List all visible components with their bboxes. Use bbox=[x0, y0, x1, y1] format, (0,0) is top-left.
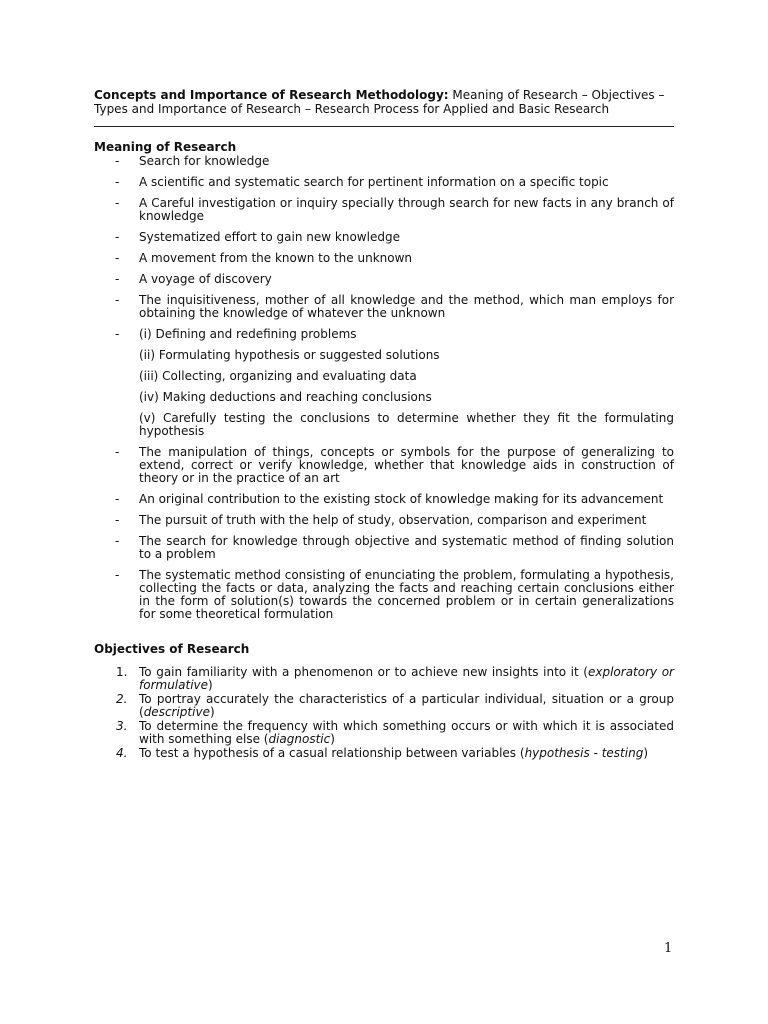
step-item: (i) Defining and redefining problems bbox=[139, 327, 357, 341]
header-title: Concepts and Importance of Research Methodology: bbox=[94, 88, 449, 102]
list-item-steps: - (i) Defining and redefining problems (ii) Formulating hypothesis or suggested solutions (iii) Collecting, organizing and evaluating data (iv) Making deductions and reaching conclusions (v) Carefully testing the conclusions to determine whether they fit the formulating hypothesis bbox=[115, 327, 674, 438]
objectives-section-title: Objectives of Research bbox=[94, 642, 250, 656]
step-item: (iv) Making deductions and reaching conclusions bbox=[139, 390, 432, 404]
meaning-list bbox=[94, 155, 674, 621]
objectives-list bbox=[94, 666, 674, 760]
header-subtitle: Meaning of Research – Objectives – Types and Importance of Research – Research Process for Applied and Basic Research bbox=[94, 88, 665, 116]
meaning-section-title: Meaning of Research bbox=[94, 140, 237, 154]
objective-item: 1. To gain familiarity with a phenomenon or to achieve new insights into it (exploratory or formulative) bbox=[116, 665, 674, 692]
objective-item: 4. To test a hypothesis of a casual relationship between variables (hypothesis - testing) bbox=[116, 746, 649, 760]
list-item: - A Careful investigation or inquiry specially through search for new facts in any branch of knowledge bbox=[115, 196, 674, 223]
step-item: (iii) Collecting, organizing and evaluating data bbox=[139, 369, 417, 383]
page-number: 1 bbox=[664, 941, 673, 956]
list-item: - Systematized effort to gain new knowledge bbox=[115, 230, 400, 244]
step-item: (v) Carefully testing the conclusions to determine whether they fit the formulating hypothesis bbox=[139, 411, 674, 438]
step-item: (ii) Formulating hypothesis or suggested solutions bbox=[139, 348, 440, 362]
header-divider bbox=[94, 126, 674, 127]
list-item: - The manipulation of things, concepts or symbols for the purpose of generalizing to extend, correct or verify knowledge, whether that knowledge aids in construction of theory or in the practice of an art bbox=[115, 445, 674, 485]
document-header bbox=[94, 88, 674, 116]
objective-item: 2. To portray accurately the characteristics of a particular individual, situation or a group (descriptive) bbox=[116, 692, 674, 719]
list-item: - The pursuit of truth with the help of study, observation, comparison and experiment bbox=[115, 513, 647, 527]
list-item: - Search for knowledge bbox=[115, 154, 270, 168]
document-page bbox=[94, 88, 674, 761]
list-item: - An original contribution to the existing stock of knowledge making for its advancement bbox=[115, 492, 664, 506]
list-item: - A voyage of discovery bbox=[115, 272, 272, 286]
list-item: - A scientific and systematic search for pertinent information on a specific topic bbox=[115, 175, 609, 189]
list-item: - A movement from the known to the unknown bbox=[115, 251, 413, 265]
list-item: - The inquisitiveness, mother of all knowledge and the method, which man employs for obtaining the knowledge of whatever the unknown bbox=[115, 293, 674, 320]
objective-item: 3. To determine the frequency with which something occurs or with which it is associated with something else (diagnostic) bbox=[116, 719, 674, 746]
list-item: - The systematic method consisting of enunciating the problem, formulating a hypothesis, collecting the facts or data, analyzing the facts and reaching certain conclusions either in the form of solution(s) towards the concerned problem or in certain generalizations for some theoretical formulation bbox=[115, 568, 674, 621]
list-item: - The search for knowledge through objective and systematic method of finding solution to a problem bbox=[115, 534, 674, 561]
